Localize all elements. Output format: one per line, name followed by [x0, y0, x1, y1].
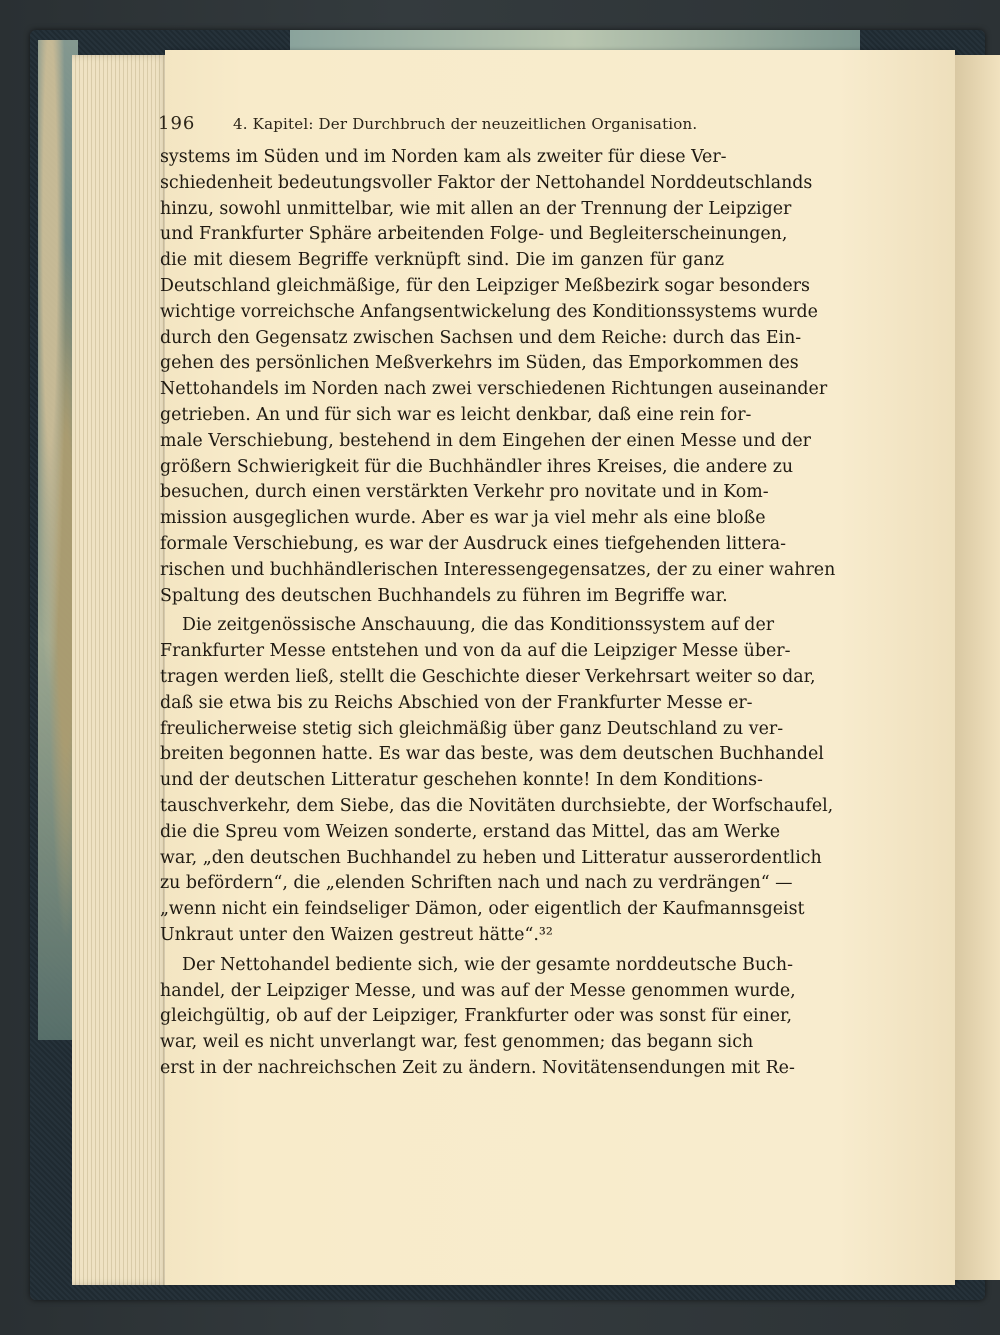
text-line: gehen des persönlichen Meßverkehrs im Süden, das Emporkommen des — [160, 353, 799, 374]
paragraph — [160, 953, 796, 1082]
text-line: systems im Süden und im Norden kam als zweiter für diese Ver- — [160, 147, 727, 167]
text-line: Spaltung des deutschen Buchhandels zu führen im Begriffe war. — [160, 585, 728, 606]
text-line: formale Verschiebung, es war der Ausdruck eines tiefgehenden littera- — [160, 533, 787, 554]
paragraph — [160, 145, 836, 609]
text-line: handel, der Leipziger Messe, und was auf der Messe genommen wurde, — [160, 980, 796, 1001]
text-line: zu befördern“, die „elenden Schriften nach und nach zu verdrängen“ — — [160, 873, 793, 894]
text-line: breiten begonnen hatte. Es war das beste, was dem deutschen Buchhandel — [160, 744, 824, 765]
text-line: Frankfurter Messe entstehen und von da auf die Leipziger Messe über- — [160, 641, 791, 662]
text-line: schiedenheit bedeutungsvoller Faktor der Nettohandel Norddeutschlands — [160, 172, 813, 193]
text-line: mission ausgeglichen wurde. Aber es war ja viel mehr als eine bloße — [160, 508, 766, 529]
text-line: male Verschiebung, bestehend in dem Eingehen der einen Messe und der — [160, 430, 811, 451]
running-title: 4. Kapitel: Der Durchbruch der neuzeitlichen Organisation. — [233, 115, 698, 133]
text-line: und der deutschen Litteratur geschehen konnte! In dem Konditions- — [160, 770, 763, 791]
text-line: getrieben. An und für sich war es leicht denkbar, daß eine rein for- — [160, 404, 752, 425]
headband-strip — [290, 30, 860, 52]
text-line: daß sie etwa bis zu Reichs Abschied von der Frankfurter Messe er- — [160, 692, 753, 713]
text-line: durch den Gegensatz zwischen Sachsen und dem Reiche: durch das Ein- — [160, 327, 802, 348]
text-line: „wenn nicht ein feindseliger Dämon, oder eigentlich der Kaufmannsgeist — [160, 899, 805, 920]
paragraph — [160, 613, 834, 948]
text-line: Der Nettohandel bediente sich, wie der gesamte norddeutsche Buch- — [182, 954, 793, 975]
text-line: freulicherweise stetig sich gleichmäßig über ganz Deutschland zu ver- — [160, 718, 784, 739]
page-edges — [72, 55, 170, 1285]
text-line: tragen werden ließ, stellt die Geschichte dieser Verkehrsart weiter so dar, — [160, 666, 816, 687]
text-line: Nettohandels im Norden nach zwei verschiedenen Richtungen auseinander — [160, 379, 828, 400]
text-line: gleichgültig, ob auf der Leipziger, Frankfurter oder was sonst für einer, — [160, 1006, 792, 1027]
body-text — [160, 145, 836, 1082]
text-line: rischen und buchhändlerischen Interessengegensatzes, der zu einer wahren — [160, 559, 836, 580]
text-line: Die zeitgenössische Anschauung, die das Konditionssystem auf der — [182, 615, 775, 636]
text-line: und Frankfurter Sphäre arbeitenden Folge- und Begleiterscheinungen, — [160, 224, 788, 245]
running-head — [158, 113, 698, 139]
page-number: 196 — [158, 113, 196, 134]
text-line: besuchen, durch einen verstärkten Verkehr pro novitate und in Kom- — [160, 482, 769, 503]
text-line: die die Spreu vom Weizen sonderte, erstand das Mittel, das am Werke — [160, 821, 781, 842]
facing-page-edge — [955, 55, 1000, 1280]
text-line: größern Schwierigkeit für die Buchhändler ihres Kreises, die andere zu — [160, 456, 794, 477]
text-line: die mit diesem Begriffe verknüpft sind. Die im ganzen für ganz — [160, 250, 724, 271]
text-line: wichtige vorreichsche Anfangsentwickelung des Konditionssystems wurde — [160, 301, 818, 322]
text-line: hinzu, sowohl unmittelbar, wie mit allen an der Trennung der Leipziger — [160, 198, 792, 219]
text-line: war, weil es nicht unverlangt war, fest genommen; das begann sich — [160, 1032, 754, 1053]
text-line: Unkraut unter den Waizen gestreut hätte“.³² — [160, 924, 553, 945]
text-line: war, „den deutschen Buchhandel zu heben und Litteratur ausserordentlich — [160, 847, 822, 868]
text-line: Deutschland gleichmäßige, für den Leipziger Meßbezirk sogar besonders — [160, 275, 810, 296]
text-line: tauschverkehr, dem Siebe, das die Novitäten durchsiebte, der Worfschaufel, — [160, 795, 834, 816]
text-line: erst in der nachreichschen Zeit zu ändern. Novitätensendungen mit Re- — [160, 1057, 795, 1078]
